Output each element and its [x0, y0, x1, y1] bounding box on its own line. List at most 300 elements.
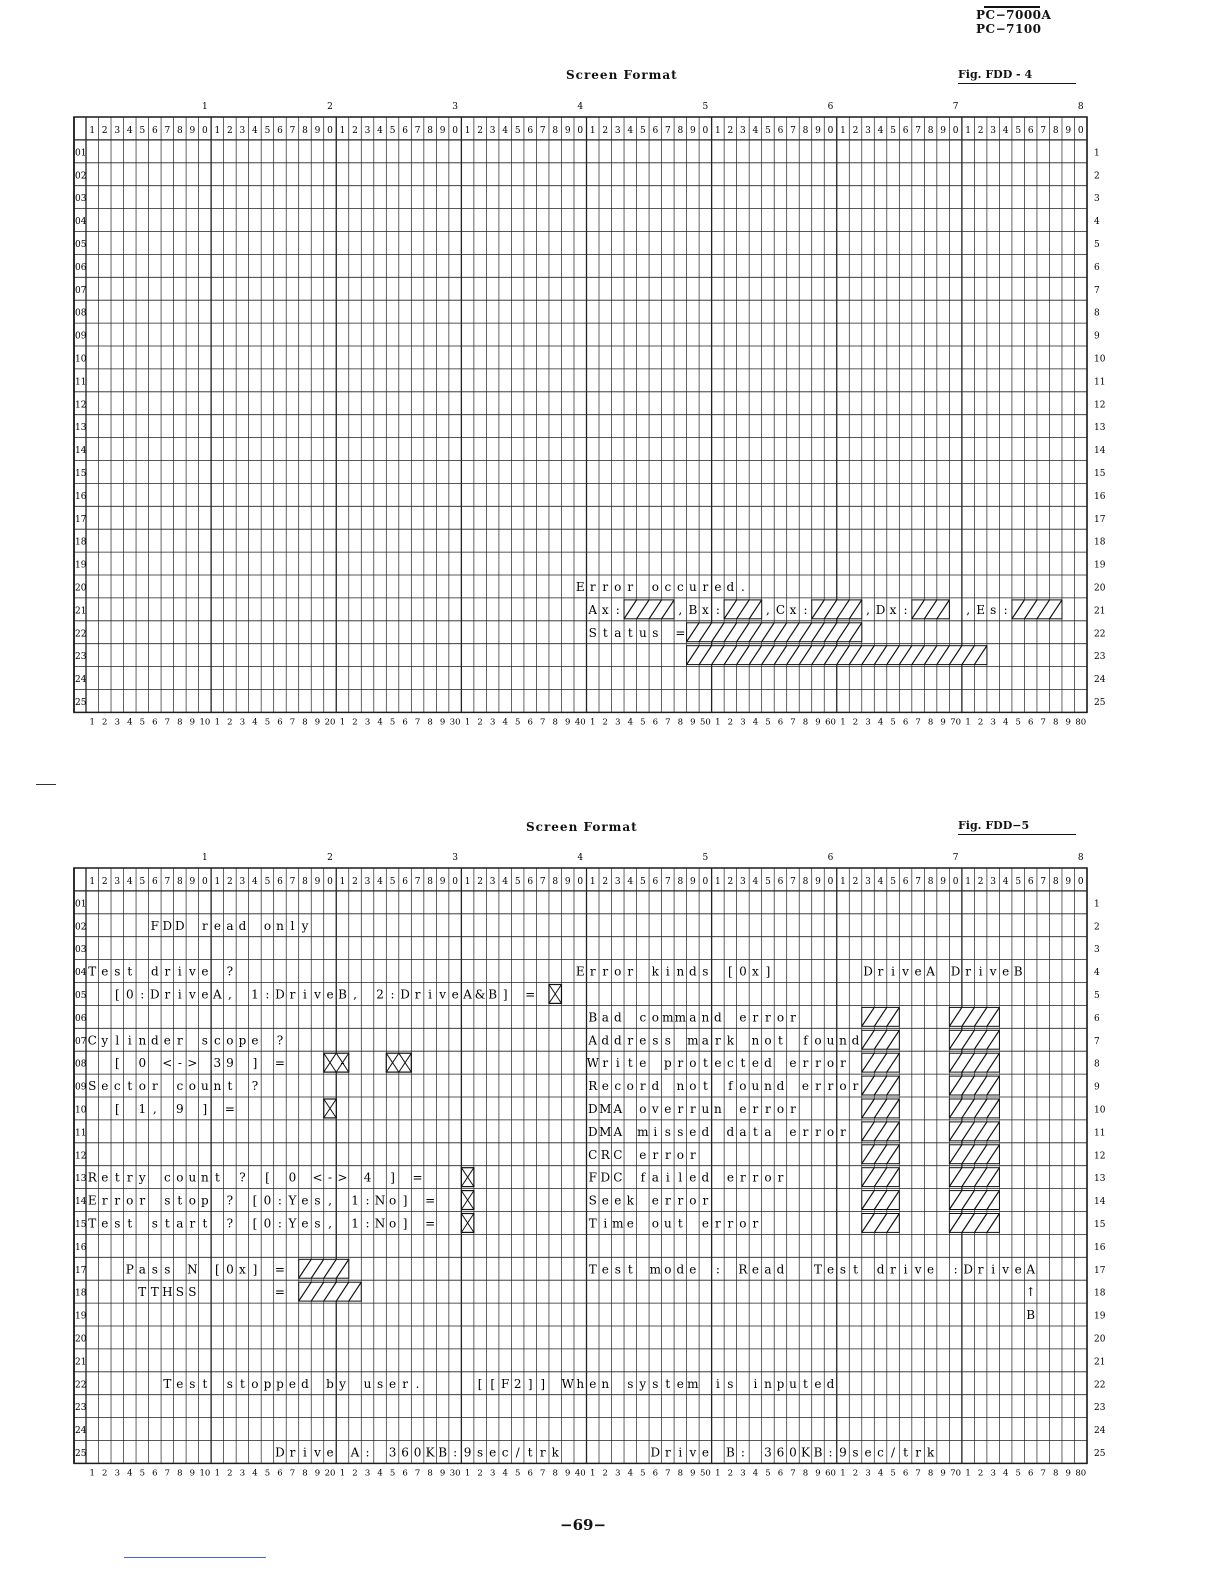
row-label-left: 25: [75, 1448, 87, 1459]
column-number-footer: 7: [665, 1468, 671, 1479]
svg-text:3: 3: [213, 1056, 222, 1071]
row-label-left: 18: [75, 1288, 87, 1299]
row-label-left: 15: [75, 1219, 87, 1230]
svg-text:e: e: [814, 1376, 822, 1391]
screen-text: [589, 1194, 709, 1208]
row-label-right: 4: [1094, 217, 1100, 228]
svg-text:9: 9: [463, 1445, 472, 1460]
column-number: 2: [101, 125, 108, 136]
svg-text:T: T: [588, 1216, 597, 1231]
svg-text:]: ]: [252, 1056, 258, 1071]
svg-text:x: x: [752, 964, 759, 979]
svg-text:[: [: [252, 1193, 258, 1208]
svg-text:i: i: [177, 964, 182, 979]
column-number-footer: 5: [890, 1468, 896, 1479]
column-number: 4: [752, 876, 759, 887]
row-label-right: 24: [1094, 1426, 1106, 1437]
svg-text:l: l: [290, 918, 295, 933]
column-number: 1: [965, 125, 971, 136]
svg-text:e: e: [751, 1262, 759, 1277]
svg-text:o: o: [188, 1079, 196, 1094]
svg-text:c: c: [163, 1170, 171, 1185]
svg-text:9: 9: [226, 1056, 234, 1071]
svg-text:r: r: [765, 1101, 771, 1116]
svg-text:r: r: [752, 1010, 759, 1025]
svg-text:d: d: [876, 1262, 885, 1277]
column-number-footer: 7: [289, 717, 296, 728]
svg-text:f: f: [640, 1170, 646, 1185]
column-number-footer: 70: [950, 717, 962, 728]
svg-text:F: F: [588, 1170, 597, 1185]
svg-text:c: c: [501, 1445, 509, 1460]
svg-text:i: i: [177, 987, 182, 1002]
svg-text:S: S: [188, 1285, 197, 1300]
column-number-footer: 50: [699, 717, 711, 728]
svg-text:e: e: [689, 1170, 697, 1185]
row-label-right: 15: [1094, 1219, 1106, 1230]
hatched-field: [624, 600, 674, 619]
column-number-footer: 7: [665, 717, 671, 728]
svg-text:r: r: [627, 579, 634, 594]
column-number: 4: [1002, 125, 1009, 136]
svg-text:i: i: [653, 1124, 658, 1139]
svg-text:c: c: [214, 1033, 221, 1048]
svg-text::: :: [365, 1193, 370, 1208]
row-label-right: 17: [1094, 514, 1106, 525]
column-number: 9: [314, 125, 321, 136]
screen-text: [588, 1079, 858, 1093]
svg-text:0: 0: [288, 1170, 297, 1185]
svg-text:r: r: [689, 1147, 696, 1162]
svg-text:.: .: [415, 1376, 420, 1391]
svg-text:n: n: [601, 1376, 610, 1391]
svg-text:=: =: [425, 1193, 436, 1208]
screen-text: [863, 965, 1023, 979]
svg-text:t: t: [627, 1056, 633, 1071]
svg-text:K: K: [425, 1445, 435, 1460]
svg-text:D: D: [950, 964, 961, 979]
svg-text:-: -: [340, 1056, 345, 1071]
column-number: 9: [940, 125, 946, 136]
input-box-crossed: [461, 1168, 474, 1187]
column-number: 6: [151, 125, 158, 136]
row-label-right: 7: [1094, 1036, 1100, 1047]
column-number: 7: [915, 125, 921, 136]
svg-text:a: a: [764, 1262, 772, 1277]
svg-text:e: e: [914, 964, 922, 979]
hatched-field: [949, 1168, 999, 1187]
svg-text:d: d: [776, 1079, 785, 1094]
svg-text:C: C: [613, 1170, 623, 1185]
column-number: 0: [202, 125, 208, 136]
svg-text:d: d: [689, 964, 697, 979]
svg-text:o: o: [776, 1010, 785, 1025]
svg-text:e: e: [826, 1262, 835, 1277]
svg-text:K: K: [800, 1445, 810, 1460]
svg-text:,: ,: [227, 987, 232, 1002]
column-number-footer: 3: [740, 1468, 746, 1479]
svg-text:t: t: [853, 1262, 858, 1277]
column-number-footer: 2: [602, 1468, 608, 1479]
svg-text:s: s: [677, 1124, 684, 1139]
svg-text:r: r: [827, 1079, 834, 1094]
svg-text:3: 3: [388, 1445, 397, 1460]
row-label-right: 5: [1094, 239, 1100, 250]
screen-text: [651, 1445, 935, 1459]
svg-text:s: s: [314, 1193, 321, 1208]
svg-text:i: i: [991, 1262, 996, 1277]
column-number: 4: [126, 125, 133, 136]
column-number: 5: [1015, 876, 1022, 887]
svg-text:e: e: [639, 1056, 647, 1071]
svg-text:e: e: [1014, 1262, 1022, 1277]
svg-text:e: e: [389, 1376, 397, 1391]
svg-text:r: r: [139, 1193, 146, 1208]
grid-lines: [74, 117, 1087, 712]
column-number: 9: [1065, 876, 1072, 887]
svg-text:i: i: [678, 1445, 683, 1460]
column-tens-label: 8: [1077, 102, 1084, 112]
svg-text:e: e: [701, 1216, 709, 1231]
row-label-right: 7: [1094, 285, 1100, 296]
svg-text:o: o: [388, 1193, 397, 1208]
svg-text::: :: [365, 1216, 370, 1231]
row-label-right: 8: [1094, 1059, 1100, 1070]
row-label-right: 18: [1094, 1288, 1106, 1299]
column-tens-label: 6: [827, 102, 834, 112]
row-label-left: 08: [75, 308, 87, 319]
svg-text:k: k: [726, 1033, 735, 1048]
svg-text:T: T: [813, 1262, 822, 1277]
column-number-footer: 9: [690, 717, 696, 728]
column-number-footer: 6: [402, 717, 408, 728]
svg-text:A: A: [613, 1124, 623, 1139]
svg-text:n: n: [764, 1079, 772, 1094]
row-label-left: 20: [75, 1334, 87, 1345]
row-label-left: 03: [75, 945, 87, 956]
svg-text:t: t: [778, 1033, 783, 1048]
column-number: 0: [952, 876, 959, 887]
hatched-field: [1012, 600, 1062, 619]
svg-text:p: p: [201, 1193, 209, 1208]
column-number-footer: 3: [865, 1468, 871, 1479]
svg-text:r: r: [752, 1101, 759, 1116]
svg-text:r: r: [727, 1216, 734, 1231]
svg-text:n: n: [839, 1033, 847, 1048]
svg-text:9: 9: [176, 1101, 184, 1116]
svg-text:A: A: [213, 987, 222, 1002]
column-number: 5: [1015, 125, 1022, 136]
column-number-footer: 3: [615, 717, 621, 728]
svg-text:r: r: [802, 1124, 809, 1139]
svg-text:s: s: [164, 1193, 171, 1208]
row-label-right: 13: [1094, 423, 1106, 434]
column-number: 0: [452, 125, 458, 136]
svg-text::: :: [740, 1445, 745, 1460]
column-number: 0: [327, 876, 333, 887]
svg-text:e: e: [726, 1170, 734, 1185]
column-tens-label: 7: [952, 102, 959, 112]
column-number-footer: 7: [289, 1468, 296, 1479]
row-label-right: 9: [1094, 1082, 1100, 1093]
svg-text:d: d: [301, 1376, 309, 1391]
row-label-right: 20: [1094, 583, 1106, 594]
column-number-footer: 8: [1053, 1468, 1059, 1479]
svg-text:e: e: [801, 1079, 810, 1094]
svg-text:T: T: [588, 1262, 597, 1277]
svg-text:r: r: [151, 1079, 158, 1094]
row-label-left: 20: [75, 583, 87, 594]
footer-rule: [124, 1557, 266, 1558]
column-number-footer: 2: [227, 1468, 233, 1479]
column-number: 6: [1027, 125, 1034, 136]
svg-text:s: s: [114, 964, 121, 979]
column-number: 5: [890, 876, 896, 887]
svg-text:o: o: [839, 1079, 847, 1094]
hatched-field: [812, 600, 862, 619]
column-number: 8: [302, 125, 308, 136]
column-number: 5: [264, 876, 271, 887]
svg-text::: :: [277, 1216, 282, 1231]
column-number-footer: 5: [264, 1468, 271, 1479]
column-number-footer: 3: [990, 1468, 996, 1479]
svg-text:N: N: [374, 1216, 386, 1231]
column-number: 0: [1077, 125, 1084, 136]
row-label-right: 6: [1094, 1013, 1100, 1024]
svg-text:t: t: [627, 1262, 633, 1277]
column-number-footer: 9: [940, 717, 946, 728]
column-number: 3: [990, 125, 997, 136]
column-number: 3: [239, 876, 246, 887]
row-label-right: 1: [1094, 148, 1100, 159]
column-number-footer: 2: [602, 717, 608, 728]
row-label-right: 11: [1094, 1128, 1106, 1139]
svg-text:]: ]: [540, 1376, 546, 1391]
row-label-left: 21: [75, 606, 87, 617]
svg-text:m: m: [612, 1216, 624, 1231]
row-label-right: 17: [1094, 1265, 1106, 1276]
svg-text:[: [: [252, 1216, 258, 1231]
row-label-right: 25: [1094, 697, 1106, 708]
column-number-footer: 6: [902, 1468, 909, 1479]
svg-text:e: e: [601, 1193, 609, 1208]
hatched-field: [299, 1259, 349, 1278]
column-number: 8: [552, 876, 559, 887]
svg-text:[: [: [265, 1170, 270, 1185]
svg-text:t: t: [903, 1445, 908, 1460]
svg-text:a: a: [601, 1010, 609, 1025]
svg-text:n: n: [201, 1170, 209, 1185]
column-number-footer: 2: [977, 717, 984, 728]
svg-text:r: r: [289, 987, 296, 1002]
svg-text:C: C: [613, 1147, 623, 1162]
svg-text:e: e: [201, 987, 209, 1002]
column-number: 9: [189, 125, 196, 136]
column-number-footer: 4: [752, 1468, 759, 1479]
column-number-footer: 8: [552, 1468, 558, 1479]
svg-text:s: s: [477, 1445, 484, 1460]
column-number: 9: [564, 125, 571, 136]
svg-text:]: ]: [402, 1193, 408, 1208]
svg-text:e: e: [639, 1033, 647, 1048]
svg-text:T: T: [88, 964, 97, 979]
column-number: 6: [277, 125, 283, 136]
svg-text:i: i: [665, 964, 670, 979]
svg-text:t: t: [677, 1216, 683, 1231]
column-number: 7: [664, 876, 671, 887]
svg-text:o: o: [814, 1033, 822, 1048]
svg-text:,: ,: [966, 602, 971, 617]
column-number: 1: [965, 876, 971, 887]
column-tens-label: 8: [1077, 853, 1084, 863]
svg-text:d: d: [651, 1079, 660, 1094]
column-number: 5: [389, 876, 396, 887]
svg-text:R: R: [87, 1170, 97, 1185]
svg-text:e: e: [101, 1170, 109, 1185]
column-number-footer: 8: [1053, 717, 1059, 728]
svg-text:c: c: [113, 1079, 121, 1094]
column-number-footer: 3: [364, 717, 371, 728]
svg-text:B: B: [438, 1445, 448, 1460]
svg-text:i: i: [127, 1033, 132, 1048]
row-label-right: 22: [1094, 629, 1106, 640]
column-number: 7: [790, 125, 796, 136]
svg-text:C: C: [87, 1033, 97, 1048]
column-number-footer: 4: [627, 1468, 634, 1479]
column-number: 3: [865, 876, 871, 887]
svg-text:k: k: [626, 1193, 634, 1208]
column-number-footer: 9: [565, 1468, 571, 1479]
column-number: 7: [790, 876, 796, 887]
svg-text:[: [: [477, 1376, 483, 1391]
svg-text:D: D: [162, 918, 173, 933]
svg-text:e: e: [676, 1376, 684, 1391]
column-number-footer: 60: [825, 717, 836, 728]
column-number: 9: [1065, 125, 1072, 136]
column-number: 2: [352, 876, 358, 887]
column-number-footer: 3: [239, 1468, 246, 1479]
column-number-footer: 20: [324, 717, 336, 728]
column-number: 8: [427, 125, 433, 136]
svg-text:l: l: [115, 1033, 120, 1048]
column-number-footer: 6: [777, 1468, 784, 1479]
svg-text:T: T: [163, 1376, 172, 1391]
column-number: 3: [489, 876, 496, 887]
svg-text:1: 1: [251, 987, 259, 1002]
svg-text:s: s: [376, 1376, 384, 1391]
column-number-footer: 3: [990, 717, 996, 728]
column-number: 8: [302, 876, 308, 887]
column-number-footer: 4: [502, 1468, 508, 1479]
column-number-footer: 6: [152, 717, 158, 728]
figure-ref-1: Fig. FDD - 4: [958, 68, 1076, 84]
column-number-footer: 4: [127, 717, 133, 728]
column-number-footer: 7: [539, 1468, 546, 1479]
svg-text:A: A: [588, 602, 598, 617]
svg-text:T: T: [88, 1216, 97, 1231]
column-number: 6: [652, 876, 659, 887]
svg-text:r: r: [677, 1056, 684, 1071]
svg-text:>: >: [187, 1056, 198, 1071]
column-number: 0: [702, 876, 709, 887]
svg-text:e: e: [101, 1079, 109, 1094]
svg-text:M: M: [599, 1101, 612, 1116]
input-box-crossed: [386, 1053, 411, 1072]
column-number: 7: [164, 125, 171, 136]
hatched-field: [862, 1099, 900, 1118]
svg-text::: :: [265, 987, 270, 1002]
svg-text:d: d: [613, 1033, 622, 1048]
svg-text:]: ]: [502, 987, 508, 1002]
column-number: 7: [539, 876, 546, 887]
svg-text:o: o: [764, 1170, 772, 1185]
column-number-footer: 7: [539, 717, 546, 728]
row-label-right: 12: [1094, 1151, 1106, 1162]
svg-text:m: m: [649, 1262, 662, 1277]
hatched-field: [724, 600, 762, 619]
column-number: 5: [765, 125, 771, 136]
column-number: 3: [614, 125, 621, 136]
column-number-footer: 4: [502, 717, 508, 728]
row-label-right: 16: [1094, 491, 1106, 502]
input-box-crossed: [324, 1099, 337, 1118]
column-number: 1: [339, 125, 346, 136]
svg-text:D: D: [175, 918, 185, 933]
svg-text:d: d: [601, 1033, 610, 1048]
svg-text:r: r: [790, 1010, 796, 1025]
svg-text:s: s: [189, 1376, 196, 1391]
svg-text:A: A: [588, 1033, 598, 1048]
svg-text:s: s: [652, 1033, 659, 1048]
row-label-left: 17: [75, 514, 87, 525]
svg-text:0: 0: [226, 1262, 234, 1277]
svg-text:v: v: [902, 964, 909, 979]
column-number-footer: 5: [389, 717, 396, 728]
svg-text:r: r: [802, 1056, 809, 1071]
svg-text:c: c: [176, 1079, 184, 1094]
column-number: 0: [202, 876, 208, 887]
svg-text:a: a: [701, 1033, 709, 1048]
column-number: 1: [589, 876, 596, 887]
svg-text:=: =: [675, 625, 686, 640]
column-number: 1: [89, 876, 96, 887]
grid-lines: [74, 868, 1087, 1463]
svg-text:Y: Y: [288, 1193, 297, 1208]
svg-text:v: v: [989, 964, 997, 979]
column-tens-label: 5: [702, 853, 709, 863]
screen-text: [589, 626, 686, 640]
input-box-crossed: [324, 1053, 349, 1072]
column-number: 8: [176, 876, 183, 887]
svg-text:r: r: [539, 1445, 546, 1460]
svg-text:e: e: [101, 964, 109, 979]
column-number: 3: [364, 876, 371, 887]
row-label-right: 22: [1094, 1380, 1106, 1391]
svg-text:<: <: [162, 1056, 173, 1071]
row-label-left: 19: [75, 560, 87, 571]
column-number-footer: 1: [965, 1468, 971, 1479]
svg-text:t: t: [527, 1445, 533, 1460]
svg-text:u: u: [701, 1101, 710, 1116]
row-label-right: 12: [1094, 400, 1106, 411]
svg-text:E: E: [976, 602, 986, 617]
svg-text:t: t: [227, 1079, 233, 1094]
screen-format-grid-1: [0, 0, 1224, 780]
column-number: 0: [577, 125, 584, 136]
svg-text:B: B: [688, 602, 698, 617]
column-number: 2: [727, 125, 734, 136]
svg-text:k: k: [551, 1445, 559, 1460]
